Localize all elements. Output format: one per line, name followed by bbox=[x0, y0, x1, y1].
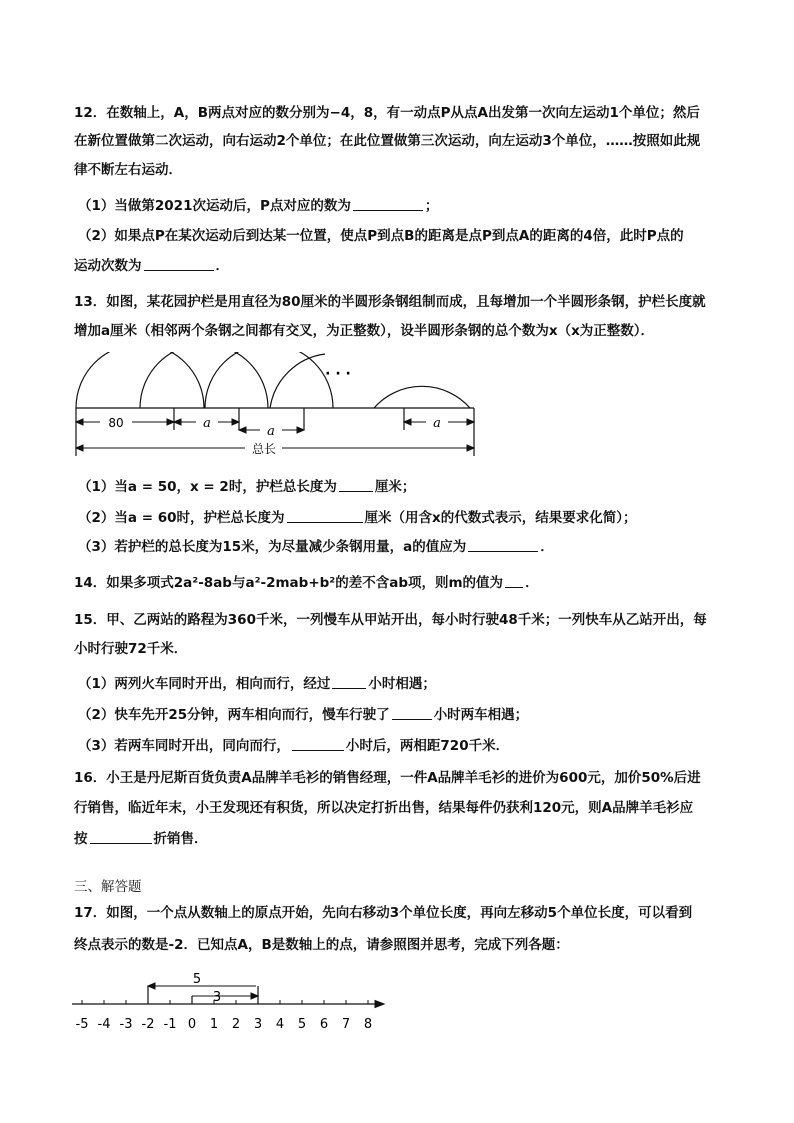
q13-part3 bbox=[78, 537, 728, 557]
axis-arrowhead bbox=[375, 1001, 384, 1008]
axis-tick-label: -1 bbox=[163, 1017, 177, 1032]
section-heading: 三、解答题 bbox=[74, 879, 142, 895]
q13-part2-end: 厘米（用含x的代数式表示，结果要求化简）； bbox=[364, 510, 637, 526]
label-a-1: a bbox=[203, 416, 211, 431]
q15-part3-end: 小时后，两相距720千米． bbox=[345, 738, 510, 754]
q15-part2-end: 小时两车相遇； bbox=[433, 707, 529, 723]
answer-blank[interactable] bbox=[332, 675, 366, 689]
axis-tick-label: -2 bbox=[141, 1017, 155, 1032]
q16-line2: 行销售，临近年末，小王发现还有积货，所以决定打折出售，结果每件仍获利120元，则A品牌羊毛衫应 bbox=[74, 800, 694, 816]
q12-line1: 12．在数轴上，A，B两点对应的数分别为−4，8，有一动点P从点A出发第一次向左运动1个单位；然后 bbox=[74, 105, 700, 121]
arrow3-head bbox=[251, 993, 258, 999]
q12-part2: （2）如果点P在某次运动后到达某一位置，使点P到点B的距离是点P到点A的距离的4倍，此时P点的 bbox=[78, 228, 684, 244]
q12-part1-text: （1）当做第2021次运动后，P点对应的数为 bbox=[78, 198, 351, 214]
axis-tick-label: -4 bbox=[97, 1017, 111, 1032]
q15-part2 bbox=[78, 705, 728, 725]
semicircle-3 bbox=[205, 352, 333, 408]
fence-diagram bbox=[70, 352, 490, 462]
q17-line2: 终点表示的数是-2．已知点A，B是数轴上的点，请参照图并思考，完成下列各题： bbox=[74, 937, 569, 953]
answer-blank[interactable] bbox=[287, 509, 363, 523]
q14-end: ． bbox=[525, 575, 539, 591]
q13-part2 bbox=[78, 508, 728, 528]
q17-line1: 17．如图，一个点从数轴上的原点开始，先向右移动3个单位长度，再向左移动5个单位长度，可以看到 bbox=[74, 905, 693, 921]
q15-line1: 15．甲、乙两站的路程为360千米，一列慢车从甲站开出，每小时行驶48千米；一列快车从乙站开出，每 bbox=[74, 612, 707, 628]
axis-tick-label: 6 bbox=[319, 1017, 329, 1032]
arrow5-label: 5 bbox=[192, 972, 202, 987]
q15-line2: 小时行驶72千米． bbox=[74, 641, 188, 657]
q13-line1: 13．如图，某花园护栏是用直径为80厘米的半圆形条钢组制而成，且每增加一个半圆形条钢，护栏长度就 bbox=[74, 294, 706, 310]
q15-part3 bbox=[78, 736, 728, 756]
q12-part1-end: ； bbox=[424, 198, 439, 214]
axis-tick-label: -3 bbox=[119, 1017, 133, 1032]
q13-part1-text: （1）当a = 50，x = 2时，护栏总长度为 bbox=[78, 479, 337, 495]
axis-tick-label: 0 bbox=[187, 1017, 197, 1032]
axis-tick-label: 2 bbox=[231, 1017, 241, 1032]
q12-part1 bbox=[78, 196, 728, 216]
ellipsis-dots: · · · bbox=[325, 366, 351, 382]
answer-blank[interactable] bbox=[144, 257, 214, 271]
q15-part1-end: 小时相遇； bbox=[368, 676, 436, 692]
q15-part1 bbox=[78, 674, 728, 694]
axis-tick-label: 3 bbox=[253, 1017, 263, 1032]
label-a-2: a bbox=[267, 424, 275, 439]
label-80: 80 bbox=[108, 416, 124, 430]
q13-part1-end: 厘米； bbox=[374, 479, 416, 495]
q14-text: 14．如果多项式2a²-8ab与a²-2mab+b²的差不含ab项，则m的值为 bbox=[74, 575, 504, 591]
answer-blank[interactable] bbox=[292, 737, 344, 751]
q14-line bbox=[74, 573, 724, 593]
q13-part3-text: （3）若护栏的总长度为15米，为尽量减少条钢用量，a的值应为 bbox=[78, 539, 467, 555]
q15-part1-text: （1）两列火车同时开出，相向而行，经过 bbox=[78, 676, 331, 692]
answer-blank[interactable] bbox=[339, 478, 373, 492]
q13-part1 bbox=[78, 477, 728, 497]
answer-blank[interactable] bbox=[353, 197, 423, 211]
q12-part2b-text: 运动次数为 bbox=[74, 258, 142, 274]
q16-line1: 16．小王是丹尼斯百货负责A品牌羊毛衫的销售经理，一件A品牌羊毛衫的进价为600元，加价50%后进 bbox=[74, 770, 701, 786]
arrow3-label: 3 bbox=[212, 990, 222, 1005]
q13-part3-end: ． bbox=[540, 539, 554, 555]
axis-tick-label: 7 bbox=[341, 1017, 351, 1032]
axis-tick-label: 8 bbox=[363, 1017, 373, 1032]
q15-part3-text: （3）若两车同时开出，同向而行， bbox=[78, 738, 290, 754]
q12-part2b bbox=[74, 256, 724, 276]
answer-blank[interactable] bbox=[468, 538, 538, 552]
number-line-diagram bbox=[66, 966, 396, 1050]
answer-blank[interactable] bbox=[90, 830, 152, 844]
q12-line3: 律不断左右运动． bbox=[74, 162, 182, 178]
axis-tick-label: -5 bbox=[75, 1017, 89, 1032]
q16-line3 bbox=[74, 829, 724, 849]
label-total: 总长 bbox=[251, 442, 277, 456]
arrow5-head bbox=[148, 983, 155, 989]
axis-tick-label: 1 bbox=[209, 1017, 219, 1032]
axis-tick-label: 5 bbox=[297, 1017, 307, 1032]
q16-line3-start: 按 bbox=[74, 831, 88, 847]
answer-blank[interactable] bbox=[505, 574, 523, 588]
q12-line2: 在新位置做第二次运动，向右运动2个单位；在此位置做第三次运动，向左运动3个单位，……按照如此规 bbox=[74, 133, 701, 149]
q15-part2-text: （2）快车先开25分钟，两车相向而行，慢车行驶了 bbox=[78, 707, 390, 723]
label-a-3: a bbox=[433, 416, 441, 431]
answer-blank[interactable] bbox=[392, 706, 432, 720]
q12-part2b-end: ． bbox=[215, 258, 229, 274]
q16-line3-end: 折销售． bbox=[153, 831, 208, 847]
semicircle-4-partial bbox=[270, 354, 325, 408]
axis-tick-label: 4 bbox=[275, 1017, 285, 1032]
q13-line2: 增加a厘米（相邻两个条钢之间都有交叉，为正整数），设半圆形条钢的总个数为x（x为正整数）． bbox=[74, 323, 655, 339]
semicircle-5 bbox=[374, 386, 470, 408]
q13-part2-text: （2）当a = 60时，护栏总长度为 bbox=[78, 510, 285, 526]
